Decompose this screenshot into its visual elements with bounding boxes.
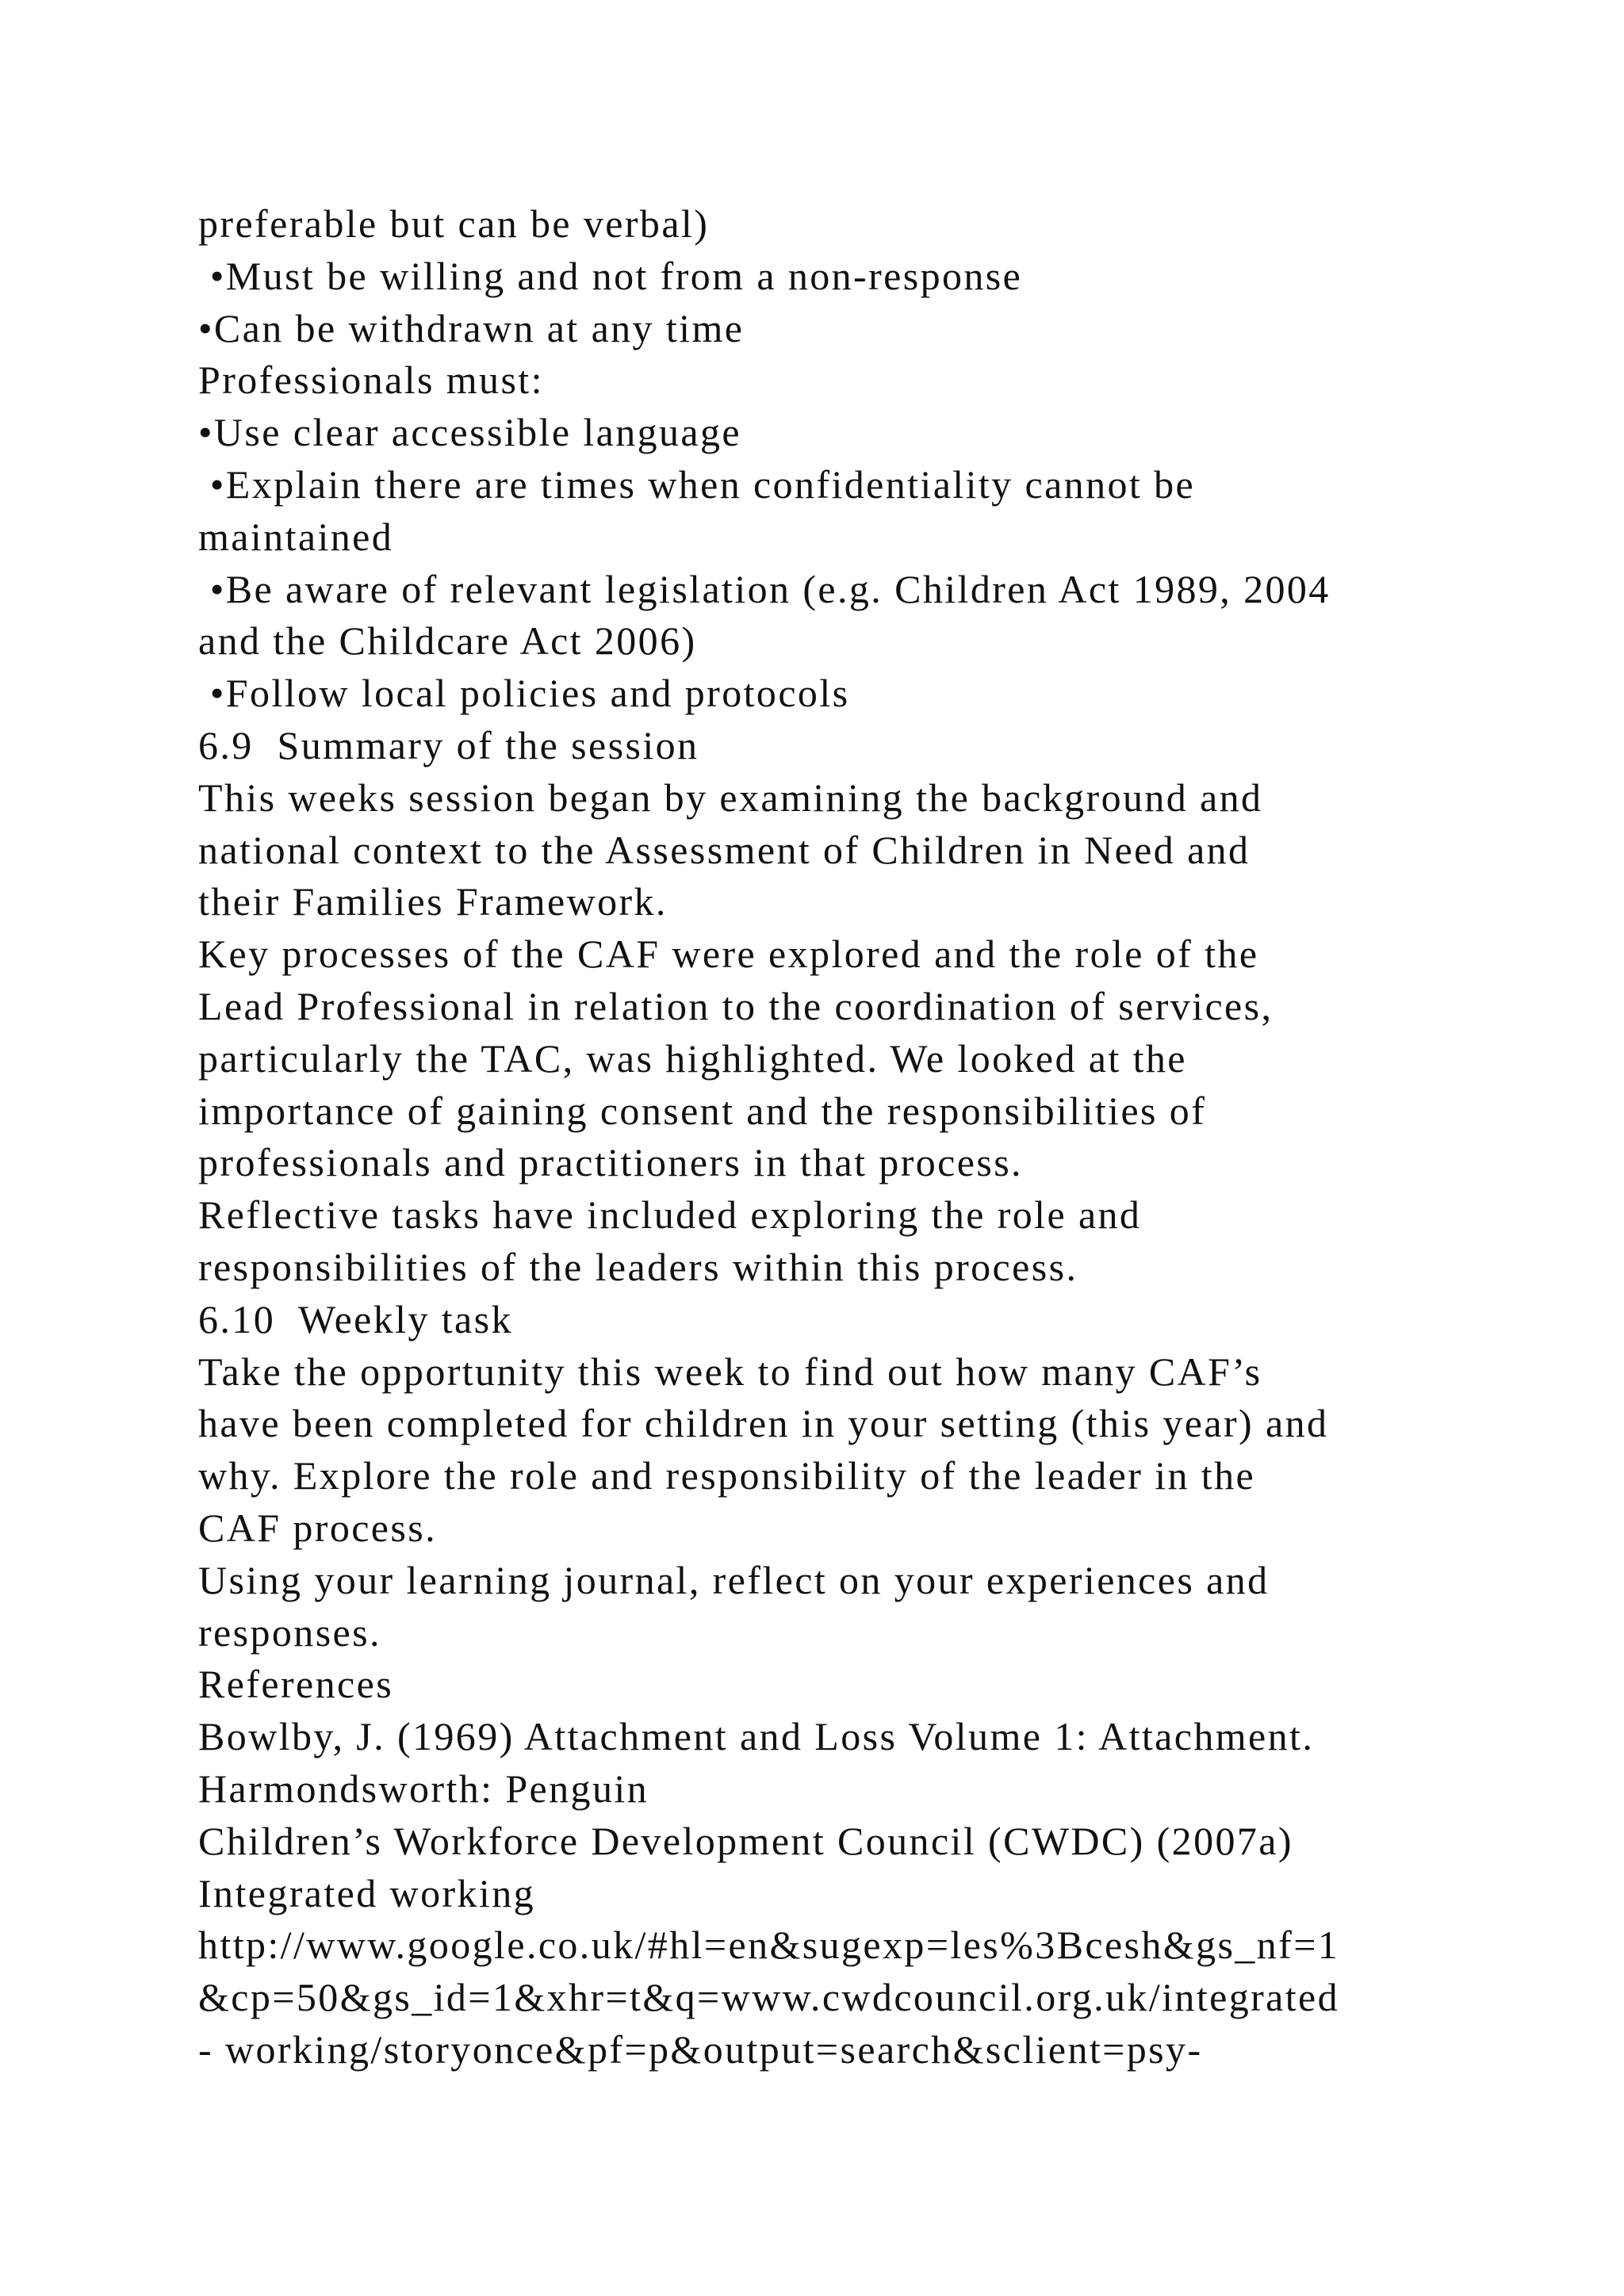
reference-line: Children’s Workforce Development Council (CWDC) (2007a) [198, 1818, 1293, 1863]
section-heading: 6.9 Summary of the session [198, 722, 699, 767]
references-heading: References [198, 1662, 394, 1707]
text-line: Key processes of the CAF were explored and the role of the [198, 932, 1259, 977]
text-line: particularly the TAC, was highlighted. We looked at the [198, 1035, 1187, 1081]
text-line: Professionals must: [198, 358, 544, 403]
text-line: Using your learning journal, reflect on your experiences and [198, 1557, 1270, 1602]
text-line: professionals and practitioners in that process. [198, 1140, 1023, 1185]
bullet-line: •Can be withdrawn at any time [198, 305, 745, 350]
text-line: national context to the Assessment of Children in Need and [198, 827, 1251, 872]
text-line: their Families Framework. [198, 879, 668, 924]
bullet-line: •Explain there are times when confidentiality cannot be [198, 461, 1196, 507]
section-heading: 6.10 Weekly task [198, 1296, 513, 1341]
text-line: have been completed for children in your setting (this year) and [198, 1401, 1329, 1446]
bullet-line: •Use clear accessible language [198, 410, 742, 455]
text-line: responsibilities of the leaders within this process. [198, 1244, 1078, 1289]
text-line: preferable but can be verbal) [198, 201, 710, 246]
reference-url-line: http://www.google.co.uk/#hl=en&sugexp=les%3Bcesh&gs_nf=1 [198, 1923, 1340, 1968]
text-line: and the Childcare Act 2006) [198, 618, 697, 664]
bullet-line: •Be aware of relevant legislation (e.g. Children Act 1989, 2004 [198, 566, 1331, 611]
reference-line: Integrated working [198, 1870, 536, 1915]
bullet-line: •Follow local policies and protocols [198, 671, 850, 716]
reference-line: Bowlby, J. (1969) Attachment and Loss Volume 1: Attachment. [198, 1714, 1315, 1759]
text-line: responses. [198, 1609, 381, 1655]
text-line: Take the opportunity this week to find out how many CAF’s [198, 1349, 1262, 1394]
document-body [198, 198, 1467, 2076]
text-line: importance of gaining consent and the responsibilities of [198, 1088, 1207, 1133]
text-line: maintained [198, 514, 394, 559]
text-line: CAF process. [198, 1505, 438, 1550]
text-line: Reflective tasks have included exploring the role and [198, 1192, 1142, 1238]
text-line: This weeks session began by examining the background and [198, 775, 1263, 820]
bullet-line: •Must be willing and not from a non-response [198, 253, 1023, 298]
reference-url-line: - working/storyonce&pf=p&output=search&sclient=psy- [198, 2026, 1203, 2072]
text-line: why. Explore the role and responsibility of the leader in the [198, 1453, 1256, 1498]
reference-url-line: &cp=50&gs_id=1&xhr=t&q=www.cwdcouncil.org.uk/integrated [198, 1975, 1340, 2020]
reference-line: Harmondsworth: Penguin [198, 1766, 649, 1811]
text-line: Lead Professional in relation to the coordination of services, [198, 983, 1274, 1028]
